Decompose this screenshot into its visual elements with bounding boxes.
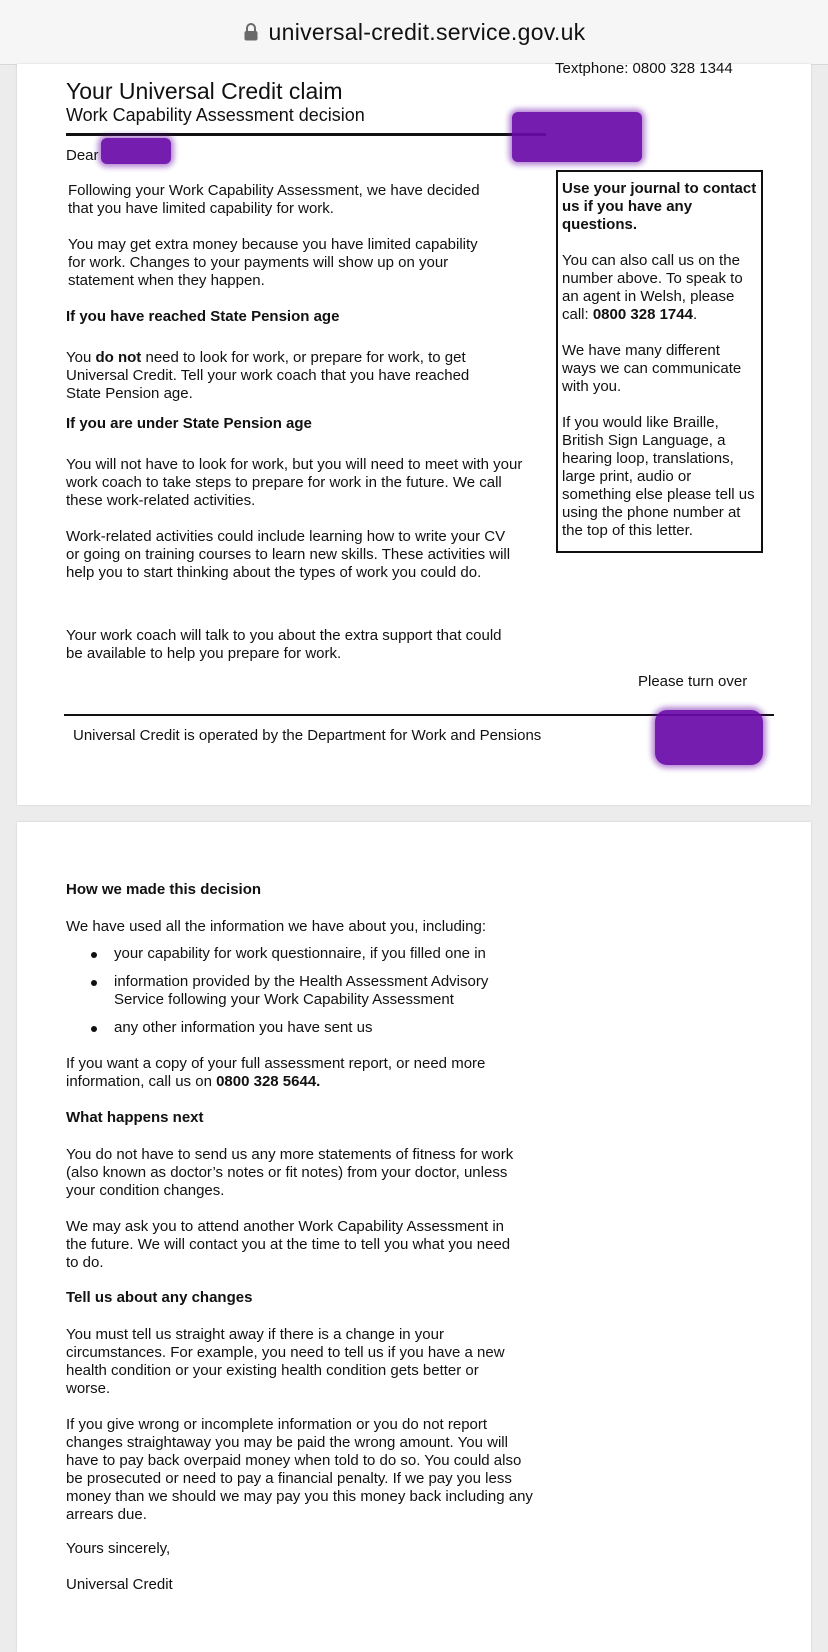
under-pension-paragraph-1: You will not have to look for work, but you will need to meet with your work coach to take steps to prepare for work in the future. We call these work-related activities.	[66, 456, 523, 509]
changes-paragraph-1: You must tell us straight away if there is a change in your circumstances. For example, you need to tell us if you have a new health condition or your existing health condition gets better or worse.	[66, 1326, 505, 1397]
sidebox-communicate-paragraph: We have many different ways we can communicate with you.	[562, 342, 742, 395]
intro-paragraph-2: You may get extra money because you have limited capability for work. Changes to your payments will show up on your statement when they happen.	[68, 236, 478, 289]
sidebox-phone-paragraph: You can also call us on the number above. To speak to an agent in Welsh, please call: 0800 328 1744.	[562, 252, 743, 323]
letter-page-2	[17, 822, 811, 1652]
under-pension-paragraph-2: Work-related activities could include learning how to write your CV or going on training courses to learn new skills. These activities will help you to start thinking about the types of work you could do.	[66, 528, 511, 581]
heading-how-decision: How we made this decision	[66, 881, 262, 898]
heading-what-next: What happens next	[66, 1109, 204, 1126]
welsh-phone-number: 0800 328 1744	[592, 306, 693, 323]
report-phone-number: 0800 328 5644.	[216, 1073, 321, 1090]
heading-tell-changes: Tell us about any changes	[66, 1289, 253, 1306]
url-text: universal-credit.service.gov.uk	[268, 18, 586, 45]
redaction-reference	[512, 112, 642, 162]
heading-under-pension: If you are under State Pension age	[66, 415, 312, 432]
what-next-paragraph-2: We may ask you to attend another Work Capability Assessment in the future. We will contact you at the time to tell you what you need to do.	[66, 1218, 511, 1271]
browser-address-bar[interactable]	[0, 0, 828, 65]
under-pension-paragraph-3: Your work coach will talk to you about the extra support that could be available to help you prepare for work.	[66, 627, 502, 662]
please-turn-over: Please turn over	[638, 673, 748, 690]
sidebox-accessibility-paragraph: If you would like Braille, British Sign Language, a hearing loop, translations, large print, audio or something else please tell us using the phone number at the top of this letter.	[562, 414, 755, 539]
what-next-paragraph-1: You do not have to send us any more statements of fitness for work (also known as doctor’s notes or fit notes) from your doctor, unless your condition changes.	[66, 1146, 514, 1199]
redaction-name	[101, 138, 171, 164]
signoff: Yours sincerely,	[66, 1540, 171, 1557]
intro-paragraph-1: Following your Work Capability Assessment, we have decided that you have limited capability for work.	[68, 182, 480, 217]
letter-page-1	[17, 60, 811, 805]
lock-icon	[243, 23, 259, 41]
salutation: Dear	[66, 147, 99, 164]
list-item: any other information you have sent us	[66, 1019, 536, 1037]
copy-report-paragraph: If you want a copy of your full assessment report, or need more information, call us on 0800 328 5644.	[66, 1055, 486, 1090]
signature: Universal Credit	[66, 1576, 173, 1593]
contact-info-box	[556, 170, 763, 553]
pension-reached-paragraph: You do not need to look for work, or prepare for work, to get Universal Credit. Tell your work coach that you have reached State Pension age.	[66, 349, 470, 402]
letter-title: Your Universal Credit claim	[66, 78, 343, 104]
changes-paragraph-2: If you give wrong or incomplete information or you do not report changes straightaway you may be paid the wrong amount. You will have to pay back overpaid money when told to do so. You could also be prosecuted or need to pay a financial penalty. If we pay you less money than we should we may pay you this money back including any arrears due.	[66, 1416, 533, 1523]
footer-dwp: Universal Credit is operated by the Department for Work and Pensions	[73, 727, 542, 744]
textphone-number: Textphone: 0800 328 1344	[555, 60, 733, 77]
how-bullet-list	[66, 945, 536, 1047]
redaction-page-code	[655, 710, 763, 765]
how-intro: We have used all the information we have about you, including:	[66, 918, 486, 935]
letter-subtitle: Work Capability Assessment decision	[66, 105, 365, 125]
sidebox-journal-text: Use your journal to contact us if you have any questions.	[562, 180, 757, 233]
heading-pension-reached: If you have reached State Pension age	[66, 308, 340, 325]
header-rule	[66, 133, 546, 136]
list-item: information provided by the Health Assessment Advisory Service following your Work Capability Assessment	[66, 973, 536, 1009]
list-item: your capability for work questionnaire, if you filled one in	[66, 945, 536, 963]
